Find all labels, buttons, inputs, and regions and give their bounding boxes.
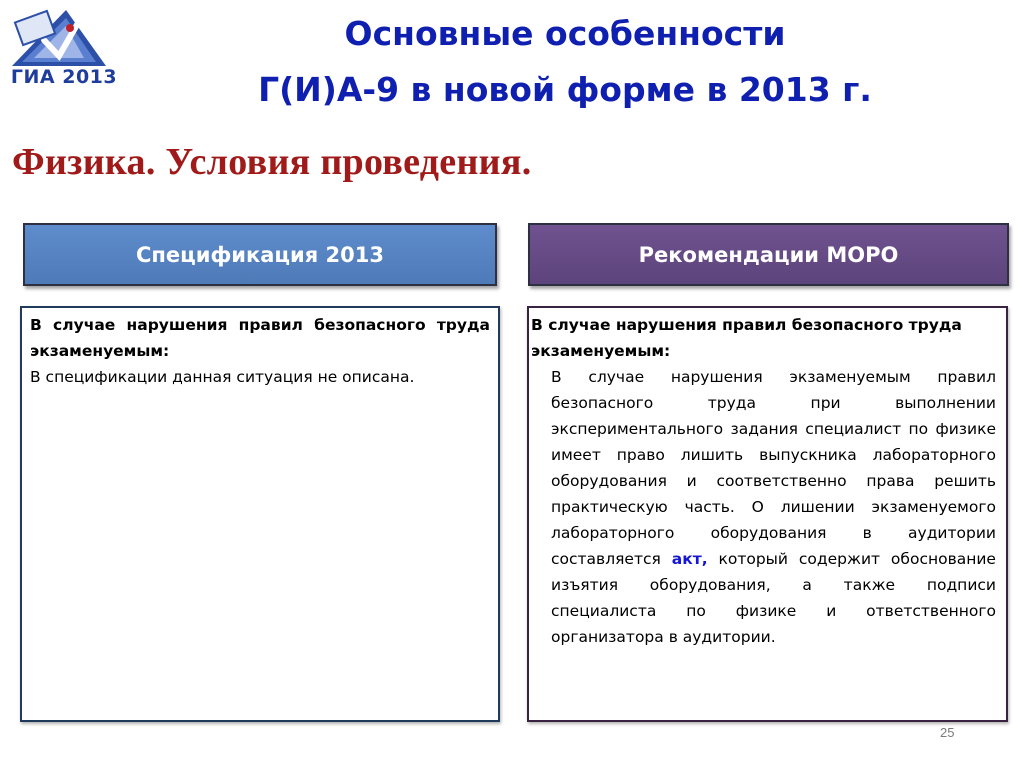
- act-highlight: акт,: [671, 550, 708, 568]
- specification-header: [23, 223, 497, 286]
- specification-bold-text: В случае нарушения правил безопасного труда экзаменуемым:: [30, 316, 490, 360]
- gia-logo-text: ГИА 2013: [10, 66, 118, 88]
- recommendations-header-label: Рекомендации МОРО: [638, 242, 899, 267]
- recommendations-body-text: [531, 364, 996, 650]
- recommendations-header: [528, 223, 1009, 286]
- title-line-1: Основные особенности: [344, 14, 786, 53]
- specification-header-label: Спецификация 2013: [136, 242, 384, 267]
- recommendations-bold-text: В случае нарушения правил безопасного труда экзаменуемым:: [531, 316, 962, 360]
- recommendations-panel: [527, 306, 1008, 722]
- recommendations-body-part2: который содержит обоснование изъятия оборудования, а также подписи специалиста по физике и ответственного организатора в аудитории.: [551, 550, 996, 646]
- page-subtitle: Физика. Условия проведения.: [12, 141, 532, 183]
- page-number: 25: [940, 725, 955, 740]
- gia-logo-icon: [4, 6, 114, 68]
- specification-body-text: В спецификации данная ситуация не описана.: [30, 368, 415, 386]
- gia-logo: [4, 6, 118, 88]
- recommendations-body-part1: В случае нарушения экзаменуемым правил безопасного труда при выполнении экспериментального задания специалист по физике имеет право лишить выпускника лабораторного оборудования и соответственно права решить практическую часть. О лишении экзаменуемого лабораторного оборудования в аудитории составляется: [551, 368, 996, 568]
- title-line-2: Г(И)А-9 в новой форме в 2013 г.: [258, 70, 872, 109]
- page-title: [150, 6, 980, 118]
- specification-panel: [20, 306, 500, 722]
